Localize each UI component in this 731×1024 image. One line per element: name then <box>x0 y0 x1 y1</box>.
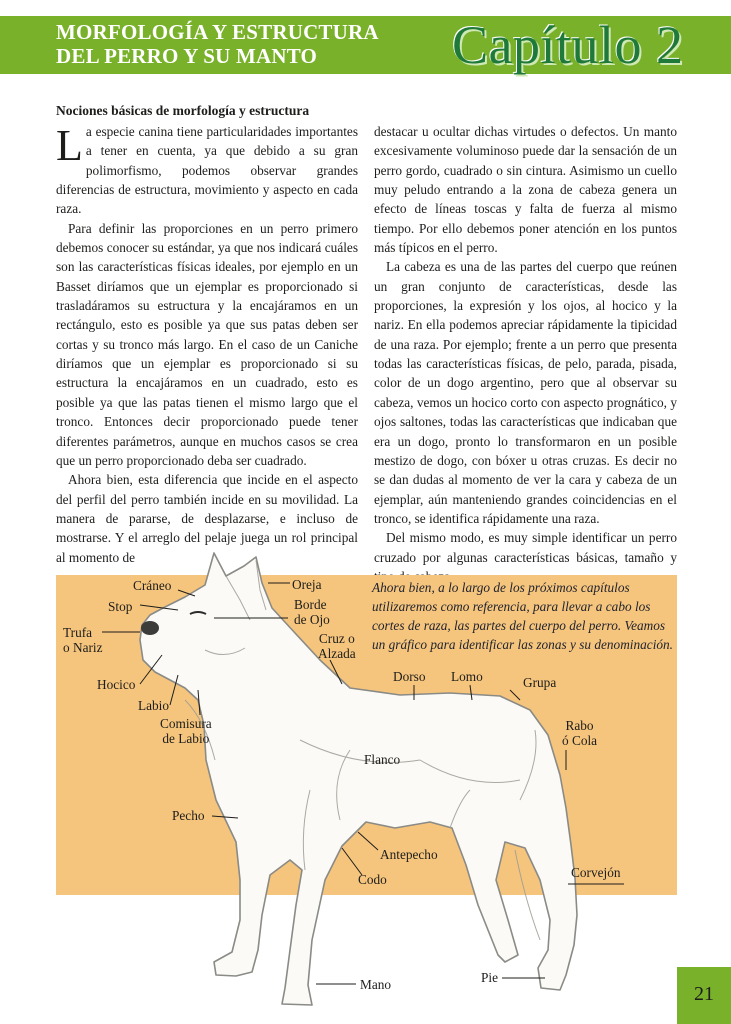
section-heading: Nociones básicas de morfología y estructura <box>56 103 310 118</box>
paragraph-6: Del mismo modo, es muy simple identificar un perro cruzado por algunas características básicas, tamaño y <box>374 530 677 565</box>
drop-cap: L <box>56 121 83 170</box>
page-number: 21 <box>694 983 714 1005</box>
label-hocico: Hocico <box>97 677 136 692</box>
label-trufa-line-2: o Nariz <box>63 640 103 655</box>
label-stop: Stop <box>108 599 133 614</box>
label-rabo-line-1: Rabo <box>565 718 594 733</box>
label-rabo-o-cola <box>562 718 597 748</box>
label-mano: Mano <box>360 977 392 992</box>
label-borde-de-ojo <box>294 597 330 627</box>
label-pie: Pie <box>481 970 498 985</box>
label-cruz-line-1: Cruz o <box>318 631 355 646</box>
paragraph-5: La cabeza es una de las partes del cuerpo que reúnen un gran conjunto de características, desde las proporciones, la expresión y los ojos, al hocico y la nariz. En ella podemos apreciar rápidamente la tipicidad de una raza. Por ejemplo; frente a un perro que presenta todas las características físicas, de pelo, parada, pisada, color de un dogo argentino, pero que al observar su cabeza, vemos un hocico corto con aspecto prognático, y ojos saltones, todas las características que indicaban que era un dogo, pronto lo transformaron en un posible mestizo de dogo, con bóxer u otras cruzas. Es decir no se dan dudas al momento de ver la cara y cabeza de un ejemplar, aún manteniendo grandes coincidencias en el tronco, se identifica rápidamente una raza. <box>374 259 677 526</box>
chapter-title-line-1: MORFOLOGÍA Y ESTRUCTURA <box>56 20 379 44</box>
label-labio: Labio <box>138 698 170 713</box>
label-flanco: Flanco <box>364 752 401 767</box>
label-cruz-o-alzada <box>318 631 356 661</box>
paragraph-3: Ahora bien, esta diferencia que incide en el aspecto del perfil del perro también incide en su movilidad. La manera de pararse, de desplazarse, e incluso de mostrarse. Y el arreglo del pelaje juega un rol principal al momento de <box>56 472 358 565</box>
label-dorso: Dorso <box>393 669 426 684</box>
label-lomo: Lomo <box>451 669 483 684</box>
figure-caption: Ahora bien, a lo largo de los próximos capítulos utilizaremos como referencia, para llevar a cabo los cortes de raza, las partes del cuerpo del perro. Veamos un gráfico para identificar las zonas y su denominación. <box>372 580 674 652</box>
label-craneo: Cráneo <box>133 578 172 593</box>
label-borde-de-ojo-line-2: de Ojo <box>294 612 330 627</box>
paragraph-2: Para definir las proporciones en un perro primero debemos conocer su estándar, ya que nos indicará cuáles son las características físicas ideales, por ejemplo en un Basset diríamos que un ejemplar es proporcionado si trasladáramos su estructura y la encajáramos en un rectángulo, esto es posible ya que sus patas deben ser cortas y su tronco más largo. En el caso de un Caniche diríamos que un ejemplar es proporcionado si su estructura la encajáramos en un cuadrado, esto es posible ya que las patas tienen el mismo largo que el tronco. Entonces decir proporcionado puede tener diferentes parámetros, aunque en muchos casos se crea que un perro proporcionado deba ser cuadrado. <box>56 220 358 468</box>
label-pecho: Pecho <box>172 808 205 823</box>
label-comisura-line-1: Comisura <box>160 716 212 731</box>
chapter-number-heading: Capítulo 2 <box>452 15 684 75</box>
paragraph-1-text: a especie canina tiene particularidades importantes a tener en cuenta, ya que debido a su gran polimorfismo, podemos observar grandes diferencias de estructura, movimiento y aspecto en cada raza. <box>56 124 358 217</box>
chapter-title-line-2: DEL PERRO Y SU MANTO <box>56 44 318 68</box>
label-comisura-line-2: de Labio <box>162 731 210 746</box>
label-trufa-line-1: Trufa <box>63 625 93 640</box>
label-oreja: Oreja <box>292 577 322 592</box>
label-codo: Codo <box>358 872 387 887</box>
label-rabo-line-2: ó Cola <box>562 733 598 748</box>
label-grupa: Grupa <box>523 675 557 690</box>
paragraph-4: destacar u ocultar dichas virtudes o defectos. Un manto excesivamente voluminoso puede dar la sensación de un perro gordo, cuadrado o sin cintura. Asimismo un cuello muy peludo entrando a la zona de cabeza genera un efecto de líneas toscas y falta de fuerza al mismo tiempo. Por ello debemos poner atención en los puntos más típicos en el perro. <box>374 124 677 256</box>
label-cruz-line-2: Alzada <box>318 646 356 661</box>
label-trufa <box>63 625 103 655</box>
label-corvejon: Corvejón <box>571 865 621 880</box>
dog-nose <box>141 621 159 635</box>
label-antepecho: Antepecho <box>380 847 438 862</box>
label-borde-de-ojo-line-1: Borde <box>294 597 327 612</box>
label-comisura-de-labio <box>160 716 212 746</box>
dog-drawing <box>140 553 577 1005</box>
